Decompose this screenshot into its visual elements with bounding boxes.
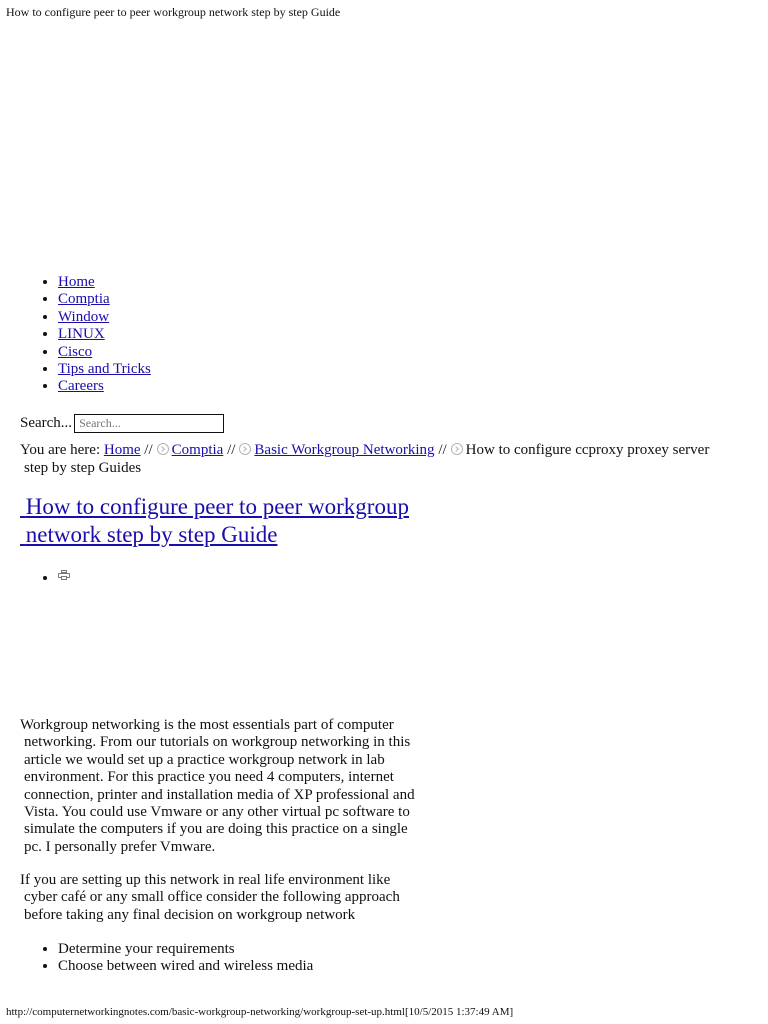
page-header-title: How to configure peer to peer workgroup network step by step Guide (6, 5, 341, 19)
breadcrumb-link-home[interactable]: Home (103, 442, 141, 458)
search-input[interactable] (74, 414, 224, 433)
text-line: networking. From our tutorials on workgroup networking in this (24, 734, 411, 751)
text-line: Workgroup networking is the most essentials part of computer (20, 717, 394, 733)
main-nav (36, 274, 151, 396)
text-line: connection, printer and installation media of XP professional and (24, 786, 415, 803)
nav-link-cisco[interactable]: Cisco (58, 343, 93, 360)
nav-item-careers (58, 378, 151, 395)
breadcrumb-current: How to configure ccproxy proxey server (465, 442, 710, 458)
nav-link-careers[interactable]: Careers (58, 378, 104, 395)
article-title (20, 493, 480, 549)
search-row (20, 414, 224, 433)
breadcrumb-separator: // (144, 442, 153, 458)
nav-item-tips (58, 361, 151, 378)
breadcrumb-separator: // (227, 442, 236, 458)
article-title-link[interactable] (20, 494, 409, 547)
breadcrumb-current-cont: step by step Guides (24, 460, 142, 476)
text-line: pc. I personally prefer Vmware. (24, 838, 216, 855)
nav-link-home[interactable]: Home (58, 274, 95, 290)
page-footer-url: http://computernetworkingnotes.com/basic-workgroup-networking/workgroup-set-up.html[10/5/2015 1:37:49 AM] (6, 1006, 514, 1018)
print-item (58, 570, 70, 587)
text-line: Vista. You could use Vmware or any other virtual pc software to (24, 804, 410, 821)
nav-link-comptia[interactable]: Comptia (58, 291, 110, 308)
list-item: • Determine your requirements (58, 941, 313, 958)
article-tools (36, 570, 70, 587)
text-line: article we would set up a practice workgroup network in lab (24, 751, 385, 768)
text-line: environment. For this practice you need 4 computers, internet (24, 769, 394, 786)
text-line: If you are setting up this network in real life environment like (20, 872, 391, 888)
nav-item-cisco (58, 344, 151, 361)
text-line: before taking any final decision on workgroup network (24, 906, 356, 923)
article-title-line1: How to configure peer to peer workgroup (25, 494, 409, 519)
breadcrumb-prefix: You are here: (20, 442, 101, 458)
nav-item-linux (58, 326, 151, 343)
chevron-right-icon (451, 443, 463, 455)
breadcrumb-link-comptia[interactable]: Comptia (171, 442, 224, 458)
intro-paragraph (20, 717, 420, 856)
print-icon[interactable] (58, 570, 70, 580)
chevron-right-icon (239, 443, 251, 455)
text-line: simulate the computers if you are doing this practice on a single (24, 821, 408, 838)
chevron-right-icon (157, 443, 169, 455)
article-title-line2: network step by step Guide (25, 522, 278, 547)
nav-link-linux[interactable]: LINUX (58, 326, 105, 343)
nav-item-window (58, 309, 151, 326)
breadcrumb (20, 441, 740, 477)
breadcrumb-link-basic-workgroup[interactable]: Basic Workgroup Networking (254, 442, 435, 458)
nav-item-home (58, 274, 151, 291)
approach-list (36, 941, 313, 976)
text-line: cyber café or any small office consider the following approach (24, 889, 400, 906)
nav-link-tips-and-tricks[interactable]: Tips and Tricks (58, 361, 151, 378)
nav-item-comptia (58, 291, 151, 308)
breadcrumb-separator: // (438, 442, 447, 458)
search-label: Search... (20, 415, 73, 431)
list-item: • Choose between wired and wireless media (58, 958, 313, 975)
approach-paragraph (20, 872, 420, 924)
nav-link-window[interactable]: Window (58, 308, 110, 325)
